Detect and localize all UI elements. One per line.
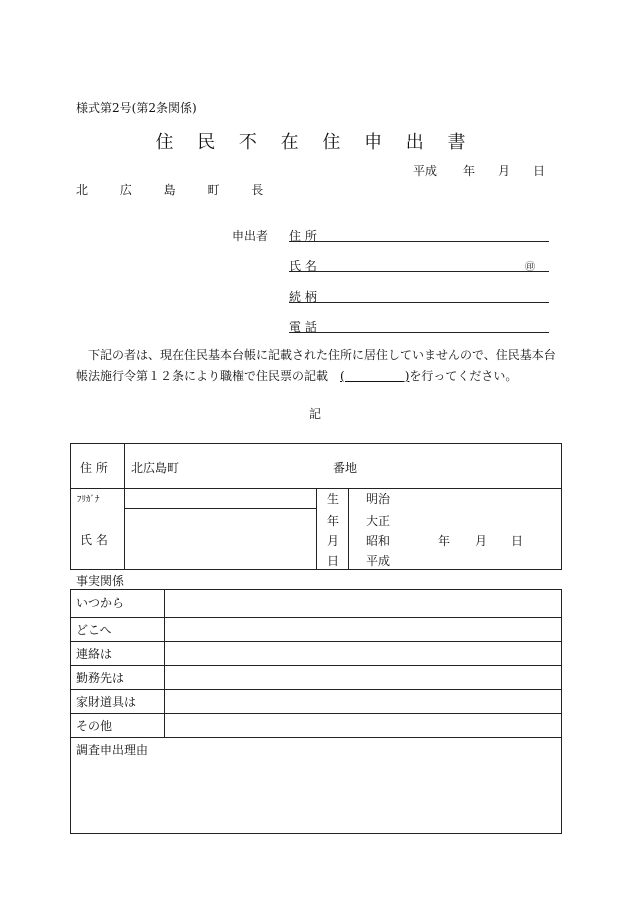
era-meiji[interactable]: 明治	[366, 492, 391, 506]
fact-workplace-input[interactable]	[165, 665, 559, 688]
birth-char-2: 年	[327, 514, 340, 528]
fact-where-label: どこへ	[76, 623, 112, 637]
applicant-phone-line[interactable]	[289, 331, 549, 333]
reason-label: 調査申出理由	[76, 743, 149, 757]
page-title: 住 民 不 在 住 申 出 書	[155, 132, 475, 153]
furigana-label: ﾌﾘｶﾞﾅ	[77, 495, 100, 505]
applicant-address-label: 住 所	[289, 229, 317, 243]
fact-when-label: いつから	[76, 596, 125, 610]
subject-address-label: 住 所	[80, 461, 108, 475]
reason-input[interactable]	[72, 758, 558, 830]
applicant-name-label: 氏 名	[289, 259, 317, 273]
fact-contact-input[interactable]	[165, 641, 559, 664]
date-year: 年	[463, 164, 476, 178]
applicant-label: 申出者	[232, 229, 269, 243]
birth-char-1: 生	[327, 492, 340, 506]
era-heisei[interactable]: 平成	[366, 554, 391, 568]
fact-where-input[interactable]	[165, 617, 559, 640]
fact-workplace-label: 勤務先は	[76, 671, 125, 685]
date-day: 日	[533, 164, 546, 178]
form-number: 様式第2号(第2条関係)	[76, 101, 197, 115]
seal-mark: ㊞	[525, 262, 535, 273]
applicant-relation-label: 続 柄	[289, 290, 317, 304]
subject-address-input[interactable]	[180, 452, 330, 476]
request-text-main: 下記の者は、現在住民基本台帳に記載された住所に居住していませんので、住民基本台帳法施行令第１２条により職権で住民票の記載	[76, 348, 556, 383]
addressee: 北 広 島 町 長	[76, 183, 278, 197]
furigana-input[interactable]	[124, 488, 314, 506]
applicant-relation-line[interactable]	[289, 301, 549, 303]
date-era: 平成	[413, 164, 438, 178]
fact-belongings-label: 家財道具は	[76, 695, 137, 709]
request-text-end: を行ってください。	[409, 369, 518, 383]
request-text	[76, 345, 556, 387]
applicant-address-line[interactable]	[289, 240, 549, 242]
era-showa[interactable]: 昭和	[366, 534, 391, 548]
fact-other-label: その他	[76, 719, 113, 733]
fact-contact-label: 連絡は	[76, 647, 113, 661]
era-taisho[interactable]: 大正	[366, 514, 391, 528]
ki-heading: 記	[308, 407, 321, 421]
subject-address-banchi: 番地	[333, 461, 358, 475]
applicant-name-line[interactable]	[289, 270, 549, 272]
birth-char-4: 日	[327, 554, 340, 568]
subject-name-input[interactable]	[124, 509, 314, 567]
fact-when-input[interactable]	[165, 590, 559, 616]
fact-belongings-input[interactable]	[165, 689, 559, 712]
applicant-phone-label: 電 話	[289, 320, 317, 334]
request-paren[interactable]: ( )	[340, 369, 410, 383]
fact-other-input[interactable]	[165, 713, 559, 736]
facts-heading: 事実関係	[76, 574, 125, 588]
date-month: 月	[498, 164, 511, 178]
subject-name-label: 氏 名	[80, 533, 108, 547]
birth-month-label: 月	[475, 534, 488, 548]
birth-day-label: 日	[511, 534, 524, 548]
birth-char-3: 月	[327, 534, 340, 548]
subject-address-town: 北広島町	[131, 461, 180, 475]
birth-year-label: 年	[438, 534, 451, 548]
